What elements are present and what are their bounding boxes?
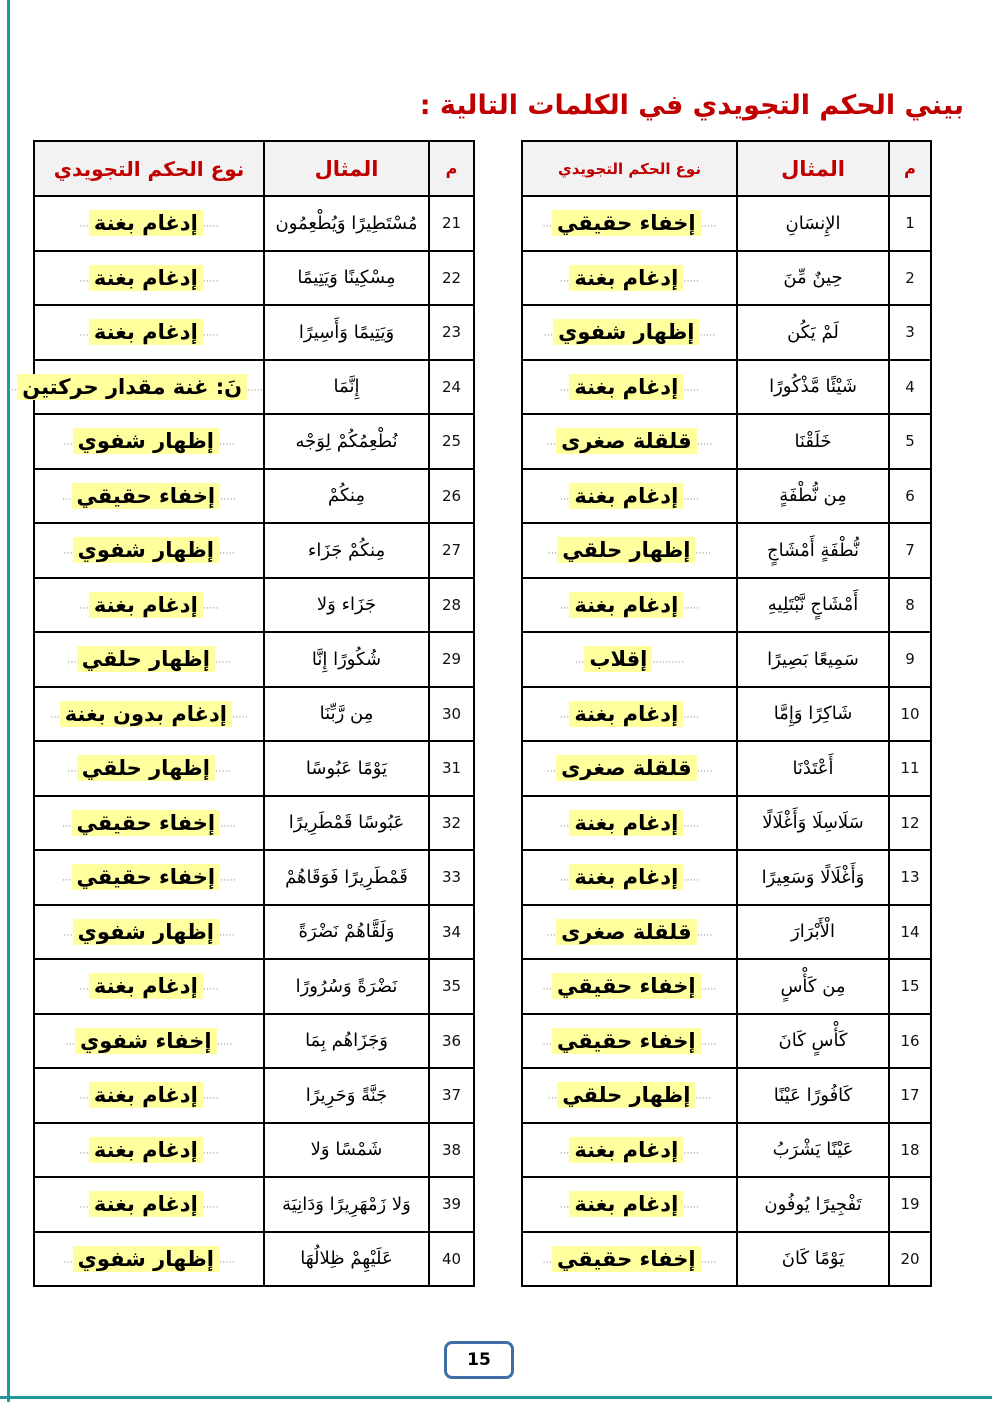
answer-dotted-line: ...	[546, 436, 557, 448]
table-row	[34, 1232, 474, 1287]
answer-dotted-line: .....	[683, 872, 700, 884]
rule-answer-highlight: إدغام بغنة	[569, 701, 683, 727]
header-row	[522, 141, 931, 196]
rule-answer-cell	[522, 1014, 737, 1069]
answer-dotted-line: .....	[202, 273, 219, 285]
row-number: 9	[889, 632, 931, 687]
tajweed-table-rows-1-20	[521, 140, 932, 1287]
example-word: أَمْشَاجٍ نَّبْتَلِيهِ	[737, 578, 889, 633]
example-word: شُكُورًا إِنَّا	[264, 632, 429, 687]
answer-dotted-line: ...	[574, 654, 585, 666]
rule-answer-cell	[7, 360, 264, 415]
table-row	[522, 850, 931, 905]
rule-answer-highlight: إخفاء حقيقي	[552, 210, 701, 236]
table-row	[34, 360, 474, 415]
answer-dotted-line: ...	[559, 872, 570, 884]
row-number: 13	[889, 850, 931, 905]
row-number: 22	[429, 251, 474, 306]
example-word: قَمْطَرِيرًا فَوَقَاهُمْ	[264, 850, 429, 905]
rule-answer-highlight: إدغام بغنة	[89, 1191, 203, 1217]
example-word: وَلَقَّاهُمْ نَضْرَةً	[264, 905, 429, 960]
rule-answer-highlight: إظهار شفوي	[73, 537, 219, 563]
rule-answer-cell	[34, 959, 264, 1014]
table-row	[522, 305, 931, 360]
example-word: نُّطْفَةٍ أَمْشَاجٍ	[737, 523, 889, 578]
rule-answer-highlight: إدغام بغنة	[89, 592, 203, 618]
row-number: 15	[889, 959, 931, 1014]
rule-answer-highlight: إدغام بغنة	[569, 483, 683, 509]
example-word: مُسْتَطِيرًا وَيُطْعِمُون	[264, 196, 429, 251]
table-row	[34, 578, 474, 633]
rule-answer-highlight: إظهار حلقي	[557, 537, 695, 563]
row-number: 38	[429, 1123, 474, 1178]
example-word: أَعْتَدْنَا	[737, 741, 889, 796]
answer-dotted-line: ...	[7, 382, 18, 394]
rule-answer-cell	[34, 305, 264, 360]
answer-dotted-line: ...	[61, 872, 72, 884]
answer-dotted-line: .....	[220, 491, 236, 503]
answer-dotted-line: .....	[700, 981, 717, 993]
table-row	[34, 1177, 474, 1232]
answer-dotted-line: ...	[50, 709, 60, 721]
example-word: الإِنسَانِ	[737, 196, 889, 251]
answer-dotted-line: .....	[247, 382, 263, 394]
answer-dotted-line: ...	[559, 491, 570, 503]
rule-answer-highlight: إخفاء حقيقي	[552, 1246, 701, 1272]
answer-dotted-line: .....	[683, 491, 700, 503]
rule-answer-highlight: إدغام بغنة	[89, 1082, 203, 1108]
table-row	[522, 687, 931, 742]
answer-dotted-line: ...	[546, 927, 557, 939]
answer-dotted-line: .....	[683, 600, 700, 612]
example-word: وَجَزَاهُم بِمَا	[264, 1014, 429, 1069]
rule-answer-cell	[522, 469, 737, 524]
rule-answer-cell	[522, 305, 737, 360]
rule-answer-highlight: إظهار حلقي	[77, 755, 215, 781]
table-row	[34, 1068, 474, 1123]
rule-answer-highlight: إظهار حلقي	[557, 1082, 695, 1108]
example-word: سَمِيعًا بَصِيرًا	[737, 632, 889, 687]
table-row	[522, 741, 931, 796]
row-number: 35	[429, 959, 474, 1014]
answer-dotted-line: .....	[683, 709, 700, 721]
table-row	[34, 196, 474, 251]
rule-answer-cell	[34, 1123, 264, 1178]
row-number: 27	[429, 523, 474, 578]
rule-answer-cell	[522, 741, 737, 796]
table-row	[522, 1232, 931, 1287]
rule-answer-cell	[34, 687, 264, 742]
answer-dotted-line: .....	[216, 1036, 233, 1048]
example-word: خَلَقْنَا	[737, 414, 889, 469]
page-frame-left	[7, 0, 10, 1402]
answer-dotted-line: ...	[79, 1199, 89, 1211]
rule-answer-highlight: إخفاء حقيقي	[72, 810, 221, 836]
answer-dotted-line: ...	[79, 273, 89, 285]
rule-answer-cell	[522, 578, 737, 633]
answer-dotted-line: ...	[547, 1090, 558, 1102]
rule-answer-cell	[522, 196, 737, 251]
answer-dotted-line: ...	[61, 491, 72, 503]
answer-dotted-line: .....	[202, 1145, 219, 1157]
table-row	[522, 959, 931, 1014]
row-number: 3	[889, 305, 931, 360]
rule-answer-highlight: إقلاب	[584, 646, 652, 672]
table-row	[522, 578, 931, 633]
rule-answer-highlight: نَ: غنة مقدار حركتين	[17, 374, 247, 400]
rule-answer-highlight: إخفاء حقيقي	[72, 483, 221, 509]
col-header-rule: نوع الحكم التجويدي	[522, 141, 737, 196]
answer-dotted-line: .....	[696, 436, 713, 448]
table-row	[34, 1014, 474, 1069]
rule-answer-highlight: إدغام بغنة	[89, 319, 203, 345]
rule-answer-cell	[34, 196, 264, 251]
example-word: عَلَيْهِمْ ظِلالُهَا	[264, 1232, 429, 1287]
table-row	[34, 905, 474, 960]
answer-dotted-line: ...	[559, 1199, 570, 1211]
rule-answer-cell	[34, 251, 264, 306]
table-row	[34, 850, 474, 905]
rule-answer-cell	[522, 1123, 737, 1178]
page-frame-bottom	[0, 1396, 992, 1399]
rule-answer-highlight: إدغام بدون بغنة	[60, 701, 232, 727]
rule-answer-highlight: قلقلة صغرى	[556, 428, 697, 454]
row-number: 11	[889, 741, 931, 796]
rule-answer-highlight: إدغام بغنة	[569, 265, 683, 291]
example-word: مِنكُمْ	[264, 469, 429, 524]
example-word: نُطْعِمُكُمْ لِوَجْه	[264, 414, 429, 469]
rule-answer-highlight: إدغام بغنة	[569, 864, 683, 890]
rule-answer-highlight: إخفاء حقيقي	[552, 1028, 701, 1054]
answer-dotted-line: ...	[79, 327, 89, 339]
rule-answer-cell	[522, 414, 737, 469]
answer-dotted-line: .....	[683, 1199, 700, 1211]
example-word: مِسْكِينًا وَيَتِيمًا	[264, 251, 429, 306]
example-word: وَيَتِيمًا وَأَسِيرًا	[264, 305, 429, 360]
table-row	[522, 1177, 931, 1232]
row-number: 23	[429, 305, 474, 360]
rule-answer-cell	[34, 1232, 264, 1287]
answer-dotted-line: .....	[696, 927, 713, 939]
answer-dotted-line: ...	[67, 654, 77, 666]
table-row	[34, 959, 474, 1014]
rule-answer-cell	[522, 632, 737, 687]
answer-dotted-line: ...	[559, 1145, 570, 1157]
answer-dotted-line: .....	[202, 600, 219, 612]
rule-answer-cell	[34, 741, 264, 796]
example-word: حِينٌ مِّنَ	[737, 251, 889, 306]
rule-answer-cell	[34, 905, 264, 960]
example-word: الْأَبْرَارَ	[737, 905, 889, 960]
rule-answer-highlight: إخفاء شفوي	[75, 1028, 217, 1054]
answer-dotted-line: ...	[79, 218, 89, 230]
answer-dotted-line: .....	[218, 436, 235, 448]
page-title: بيني الحكم التجويدي في الكلمات التالية :	[419, 90, 964, 122]
table-row	[522, 632, 931, 687]
table-row	[522, 1123, 931, 1178]
row-number: 2	[889, 251, 931, 306]
table-row	[34, 1123, 474, 1178]
rule-answer-highlight: إدغام بغنة	[89, 1137, 203, 1163]
row-number: 14	[889, 905, 931, 960]
example-word: عَبُوسًا قَمْطَرِيرًا	[264, 796, 429, 851]
row-number: 8	[889, 578, 931, 633]
rule-answer-cell	[34, 523, 264, 578]
answer-dotted-line: .....	[696, 763, 713, 775]
table-row	[34, 251, 474, 306]
answer-dotted-line: ...	[63, 927, 73, 939]
answer-dotted-line: ...	[79, 981, 89, 993]
example-word: جَنَّةً وَحَرِيرًا	[264, 1068, 429, 1123]
col-header-rule: نوع الحكم التجويدي	[34, 141, 264, 196]
rule-answer-highlight: إدغام بغنة	[569, 1191, 683, 1217]
table-row	[522, 469, 931, 524]
answer-dotted-line: .....	[202, 327, 219, 339]
rule-answer-highlight: إدغام بغنة	[89, 265, 203, 291]
rule-answer-highlight: إدغام بغنة	[569, 1137, 683, 1163]
answer-dotted-line: .....	[214, 763, 231, 775]
answer-dotted-line: .....	[695, 545, 712, 557]
answer-dotted-line: ..........	[652, 654, 685, 666]
row-number: 40	[429, 1232, 474, 1287]
answer-dotted-line: .....	[202, 1090, 219, 1102]
answer-dotted-line: ...	[61, 818, 72, 830]
answer-dotted-line: .....	[218, 1254, 235, 1266]
table-row	[34, 523, 474, 578]
example-word: مِن نُّطْفَةٍ	[737, 469, 889, 524]
page-number-badge	[444, 1341, 514, 1379]
row-number: 39	[429, 1177, 474, 1232]
table-row	[34, 632, 474, 687]
rule-answer-highlight: إظهار شفوي	[553, 319, 699, 345]
answer-dotted-line: .....	[218, 545, 235, 557]
rule-answer-cell	[522, 905, 737, 960]
answer-dotted-line: ...	[63, 436, 73, 448]
answer-dotted-line: .....	[695, 1090, 712, 1102]
rule-answer-highlight: قلقلة صغرى	[556, 919, 697, 945]
example-word: تَفْجِيرًا يُوفُون	[737, 1177, 889, 1232]
example-word: لَمْ يَكُن	[737, 305, 889, 360]
row-number: 19	[889, 1177, 931, 1232]
answer-dotted-line: ...	[542, 1036, 553, 1048]
table-row	[522, 196, 931, 251]
rule-answer-cell	[34, 850, 264, 905]
row-number: 31	[429, 741, 474, 796]
rule-answer-cell	[34, 796, 264, 851]
example-word: شَمْسًا وَلا	[264, 1123, 429, 1178]
example-word: مِنكُمْ جَزَاء	[264, 523, 429, 578]
answer-dotted-line: .....	[220, 872, 236, 884]
table-row	[522, 523, 931, 578]
row-number: 25	[429, 414, 474, 469]
rule-answer-cell	[522, 959, 737, 1014]
col-header-example: المثال	[264, 141, 429, 196]
row-number: 24	[429, 360, 474, 415]
example-word: كَأْسٍ كَانَ	[737, 1014, 889, 1069]
rule-answer-highlight: إظهار حلقي	[77, 646, 215, 672]
example-word: وَأَغْلَالًا وَسَعِيرًا	[737, 850, 889, 905]
example-word: شَيْئًا مَّذْكُورًا	[737, 360, 889, 415]
rule-answer-cell	[34, 1068, 264, 1123]
rule-answer-highlight: إخفاء حقيقي	[72, 864, 221, 890]
table-row	[522, 251, 931, 306]
row-number: 36	[429, 1014, 474, 1069]
table-row	[522, 1068, 931, 1123]
example-word: سَلَاسِلَا وَأَغْلَالًا	[737, 796, 889, 851]
table-row	[34, 414, 474, 469]
example-word: يَوْمًا كَانَ	[737, 1232, 889, 1287]
row-number: 4	[889, 360, 931, 415]
table-row	[522, 1014, 931, 1069]
row-number: 18	[889, 1123, 931, 1178]
row-number: 10	[889, 687, 931, 742]
answer-dotted-line: .....	[683, 273, 700, 285]
row-number: 26	[429, 469, 474, 524]
answer-dotted-line: .....	[218, 927, 235, 939]
answer-dotted-line: .....	[700, 218, 717, 230]
table-row	[34, 469, 474, 524]
table-row	[522, 796, 931, 851]
example-word: شَاكِرًا وَإِمَّا	[737, 687, 889, 742]
answer-dotted-line: ...	[559, 709, 570, 721]
example-word: يَوْمًا عَبُوسًا	[264, 741, 429, 796]
rule-answer-highlight: إدغام بغنة	[89, 210, 203, 236]
answer-dotted-line: ...	[79, 600, 89, 612]
example-word: كَافُورًا عَيْنًا	[737, 1068, 889, 1123]
page-number: 15	[467, 1350, 491, 1370]
rule-answer-cell	[522, 251, 737, 306]
answer-dotted-line: .....	[683, 818, 700, 830]
table-row	[522, 414, 931, 469]
row-number: 12	[889, 796, 931, 851]
rule-answer-cell	[522, 1177, 737, 1232]
row-number: 5	[889, 414, 931, 469]
answer-dotted-line: ...	[79, 1090, 89, 1102]
row-number: 29	[429, 632, 474, 687]
answer-dotted-line: ...	[79, 1145, 89, 1157]
rule-answer-cell	[34, 632, 264, 687]
row-number: 20	[889, 1232, 931, 1287]
example-word: إِنَّمَا	[264, 360, 429, 415]
rule-answer-cell	[522, 1068, 737, 1123]
answer-dotted-line: ...	[542, 1254, 553, 1266]
answer-dotted-line: .....	[231, 709, 248, 721]
row-number: 37	[429, 1068, 474, 1123]
col-header-num: م	[429, 141, 474, 196]
rule-answer-cell	[522, 360, 737, 415]
example-word: نَضْرَةً وَسُرُورًا	[264, 959, 429, 1014]
row-number: 30	[429, 687, 474, 742]
answer-dotted-line: ...	[559, 600, 570, 612]
rule-answer-highlight: إدغام بغنة	[89, 973, 203, 999]
answer-dotted-line: .....	[683, 382, 700, 394]
table-row	[522, 360, 931, 415]
rule-answer-highlight: إظهار شفوي	[73, 919, 219, 945]
answer-dotted-line: ...	[65, 1036, 76, 1048]
rule-answer-highlight: إدغام بغنة	[569, 374, 683, 400]
table-row	[522, 905, 931, 960]
answer-dotted-line: ...	[559, 818, 570, 830]
answer-dotted-line: .....	[699, 327, 716, 339]
answer-dotted-line: .....	[700, 1254, 717, 1266]
example-word: مِن كَأْسٍ	[737, 959, 889, 1014]
row-number: 6	[889, 469, 931, 524]
col-header-num: م	[889, 141, 931, 196]
rule-answer-cell	[522, 1232, 737, 1287]
row-number: 32	[429, 796, 474, 851]
tajweed-table-rows-21-40	[7, 140, 475, 1287]
answer-dotted-line: .....	[214, 654, 231, 666]
answer-dotted-line: .....	[202, 981, 219, 993]
row-number: 16	[889, 1014, 931, 1069]
rule-answer-highlight: إظهار شفوي	[73, 428, 219, 454]
rule-answer-cell	[522, 523, 737, 578]
rule-answer-cell	[522, 850, 737, 905]
rule-answer-highlight: إظهار شفوي	[73, 1246, 219, 1272]
rule-answer-highlight: إدغام بغنة	[569, 810, 683, 836]
rule-answer-highlight: قلقلة صغرى	[556, 755, 697, 781]
answer-dotted-line: ...	[63, 1254, 73, 1266]
answer-dotted-line: ...	[559, 273, 570, 285]
answer-dotted-line: .....	[202, 218, 219, 230]
rule-answer-highlight: إخفاء حقيقي	[552, 973, 701, 999]
rule-answer-cell	[34, 1177, 264, 1232]
example-word: جَزَاء وَلا	[264, 578, 429, 633]
answer-dotted-line: ...	[63, 545, 73, 557]
example-word: وَلا زَمْهَرِيرًا وَدَانِيَة	[264, 1177, 429, 1232]
rule-answer-cell	[34, 414, 264, 469]
answer-dotted-line: ...	[559, 382, 570, 394]
rule-answer-cell	[522, 687, 737, 742]
answer-dotted-line: ...	[67, 763, 77, 775]
col-header-example: المثال	[737, 141, 889, 196]
table-row	[34, 741, 474, 796]
rule-answer-cell	[34, 469, 264, 524]
answer-dotted-line: ...	[542, 218, 553, 230]
answer-dotted-line: ...	[542, 981, 553, 993]
row-number: 21	[429, 196, 474, 251]
header-row	[34, 141, 474, 196]
answer-dotted-line: .....	[202, 1199, 219, 1211]
answer-dotted-line: .....	[683, 1145, 700, 1157]
table-row	[34, 305, 474, 360]
example-word: مِن رَّبِّنَا	[264, 687, 429, 742]
table-row	[34, 687, 474, 742]
rule-answer-cell	[34, 1014, 264, 1069]
table-row	[34, 796, 474, 851]
row-number: 28	[429, 578, 474, 633]
rule-answer-cell	[34, 578, 264, 633]
row-number: 7	[889, 523, 931, 578]
answer-dotted-line: .....	[700, 1036, 717, 1048]
row-number: 33	[429, 850, 474, 905]
example-word: عَيْنًا يَشْرَبُ	[737, 1123, 889, 1178]
row-number: 34	[429, 905, 474, 960]
rule-answer-highlight: إدغام بغنة	[569, 592, 683, 618]
answer-dotted-line: ...	[546, 763, 557, 775]
answer-dotted-line: ...	[543, 327, 554, 339]
answer-dotted-line: .....	[220, 818, 236, 830]
answer-dotted-line: ...	[547, 545, 558, 557]
rule-answer-cell	[522, 796, 737, 851]
row-number: 1	[889, 196, 931, 251]
row-number: 17	[889, 1068, 931, 1123]
